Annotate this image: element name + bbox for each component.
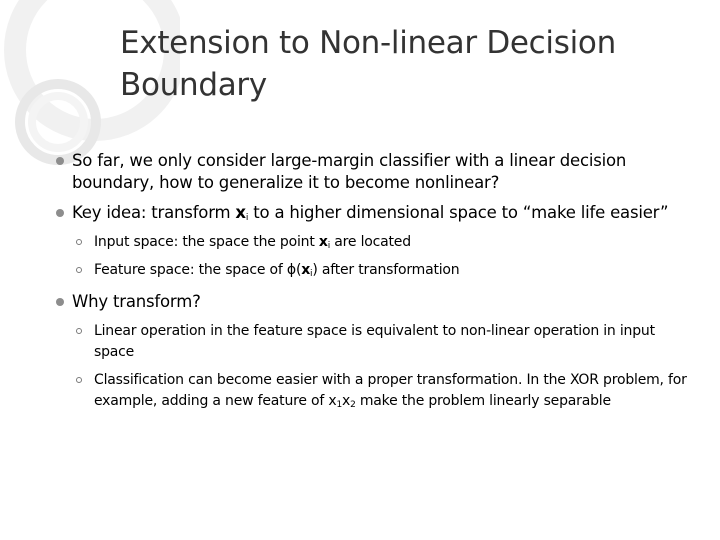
- subitem-input-space: Input space: the space the point $x_i$ are located: [56, 232, 696, 253]
- bullet-key-idea: Key idea: transform $x_i$ to a higher dimensional space to “make life easier”: [56, 202, 696, 224]
- slide-title: Extension to Non-linear Decision Boundary: [120, 25, 616, 103]
- key-idea-subitems: [56, 232, 696, 281]
- subitem-classification: Classification can become easier with a proper transformation. In the XOR problem, for example, adding a new feature of $x_1x_2$ make the problem linearly separable: [56, 370, 696, 412]
- subitem-linear-operation: Linear operation in the feature space is equivalent to non-linear operation in input space: [56, 321, 696, 363]
- bullet-so-far: So far, we only consider large-margin classifier with a linear decision boundary, how to generalize it to become nonlinear?: [56, 150, 696, 194]
- subitem-feature-space: Feature space: the space of $\phi(x_i)$ after transformation: [56, 260, 696, 281]
- slide-body: [56, 150, 696, 422]
- why-transform-subitems: [56, 321, 696, 412]
- bullet-why-transform: Why transform?: [56, 291, 696, 313]
